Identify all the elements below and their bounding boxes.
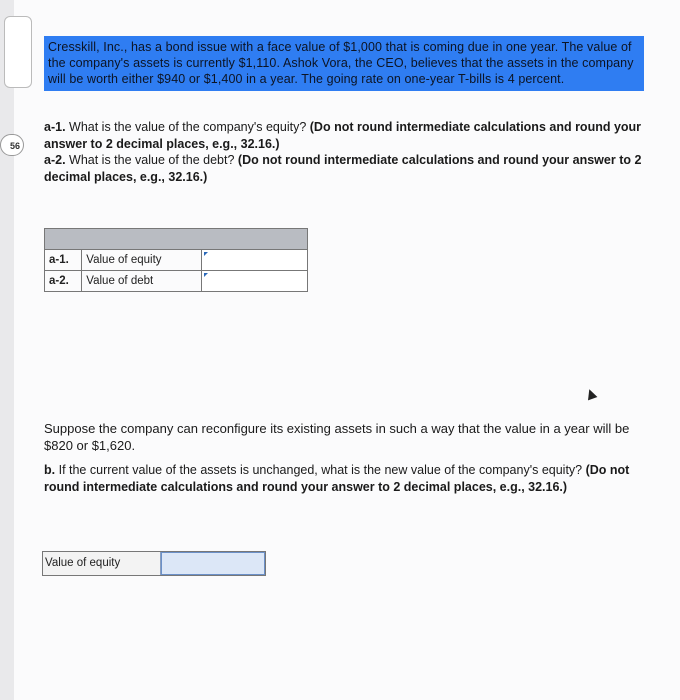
part-b-intro: Suppose the company can reconfigure its existing assets in such a way that the value in a year will be $820 or $1,620.	[44, 421, 630, 453]
row-number: a-1.	[45, 250, 82, 271]
side-panel-tab[interactable]	[4, 16, 32, 88]
answer-table-a	[44, 228, 308, 292]
table-row	[45, 250, 308, 271]
question-a1	[44, 119, 644, 153]
cell-marker-icon	[204, 252, 208, 256]
row-label: Value of equity	[82, 250, 202, 271]
question-page	[9, 0, 680, 700]
debt-value-cell[interactable]	[202, 271, 308, 292]
cell-marker-icon	[204, 273, 208, 277]
problem-statement: Cresskill, Inc., has a bond issue with a face value of $1,000 that is coming due in one year. The value of the company's assets is currently $1,110. Ashok Vora, the CEO, believes that the assets in the company will be worth either $940 or $1,400 in a year. The going rate on one-year T-bills is 4 percent.	[44, 36, 644, 91]
question-a2-instructions: (Do not round intermediate calculations and round your answer to 2 decimal places, e.g., 32.16.)	[44, 153, 642, 184]
answer-table-header	[45, 229, 308, 250]
new-equity-label: Value of equity	[43, 552, 160, 575]
question-a1-number: a-1.	[44, 120, 66, 134]
question-a1-instructions: (Do not round intermediate calculations and round your answer to 2 decimal places, e.g., 32.16.)	[44, 120, 642, 151]
question-a1-text: What is the value of the company's equity?	[69, 120, 307, 134]
equity-value-input[interactable]	[206, 249, 307, 271]
question-a2	[44, 152, 644, 186]
debt-value-input[interactable]	[206, 270, 307, 292]
mouse-cursor-icon	[585, 388, 598, 401]
question-b-text: If the current value of the assets is unchanged, what is the new value of the company's equity?	[58, 463, 583, 477]
table-row	[45, 271, 308, 292]
question-b	[44, 462, 644, 496]
new-equity-input[interactable]	[161, 552, 265, 575]
equity-value-cell[interactable]	[202, 250, 308, 271]
question-a2-text: What is the value of the debt?	[69, 153, 235, 167]
row-label: Value of debt	[82, 271, 202, 292]
question-b-instructions: (Do not round intermediate calculations and round your answer to 2 decimal places, e.g., 32.16.)	[44, 463, 630, 494]
new-equity-cell[interactable]	[160, 552, 265, 575]
question-a2-number: a-2.	[44, 153, 66, 167]
answer-table-b	[42, 551, 266, 576]
question-b-number: b.	[44, 463, 56, 477]
row-number: a-2.	[45, 271, 82, 292]
question-number-badge[interactable]: 56	[0, 134, 24, 156]
